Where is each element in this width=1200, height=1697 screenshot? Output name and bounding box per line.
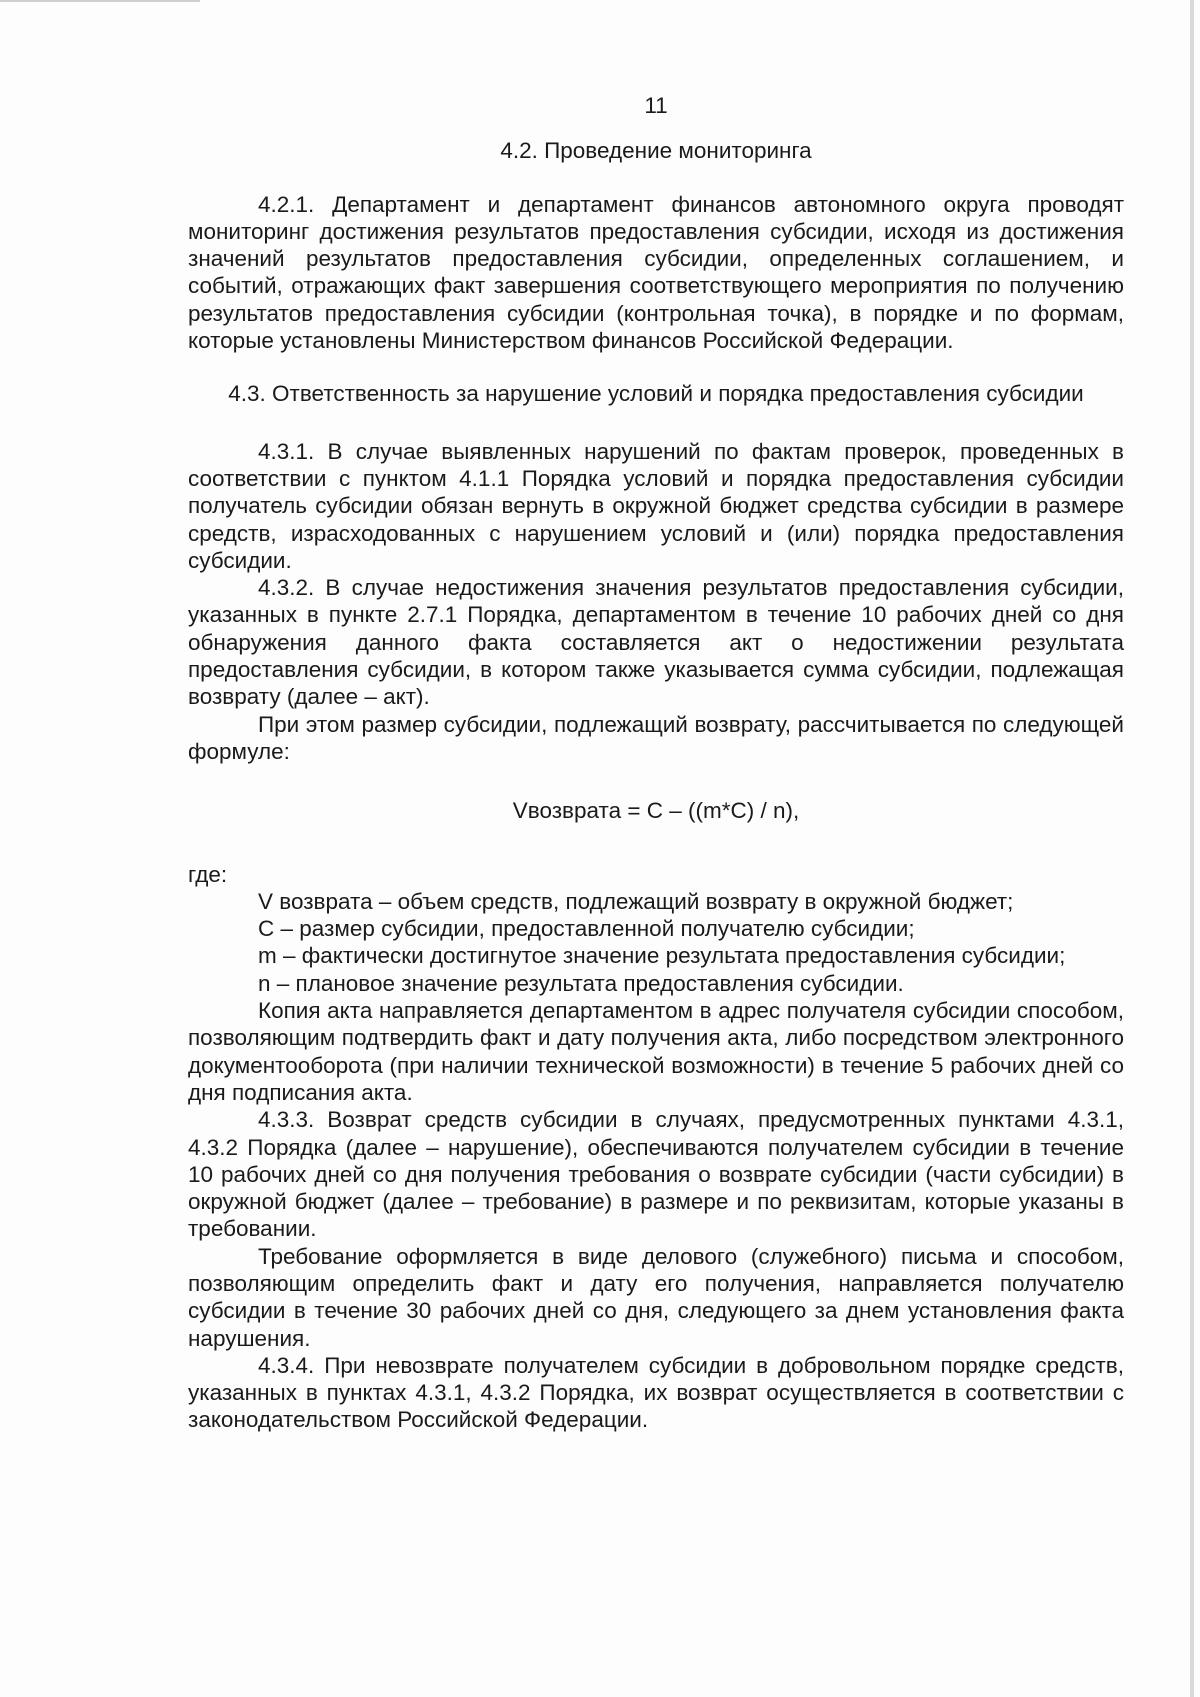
paragraph-4-3-1: 4.3.1. В случае выявленных нарушений по фактам проверок, проведенных в соответствии с пунктом 4.1.1 Порядка условий и порядка предоставления субсидии получатель субсидии обязан вернуть в окружной бюджет средства субсидии в размере средств, израсходованных с нарушением условий и (или) порядка предоставления субсидии. — [188, 438, 1124, 573]
page-number: 11 — [644, 93, 668, 118]
paragraph-4-3-2: 4.3.2. В случае недостижения значения результатов предоставления субсидии, указанных в пункте 2.7.1 Порядка, департаментом в течение 10 рабочих дней со дня обнаружения данного факта составляется акт о недостижении результата предоставления субсидии, в котором также указывается сумма субсидии, подлежащая возврату (далее – акт). — [188, 575, 1124, 710]
section-heading-4-3: 4.3. Ответственность за нарушение условий и порядка предоставления субсидии — [228, 381, 1084, 407]
section-heading-4-2: 4.2. Проведение мониторинга — [500, 138, 812, 164]
paragraph-formula-intro: При этом размер субсидии, подлежащий возврату, рассчитывается по следующей формуле: — [188, 711, 1124, 764]
scan-right-edge — [1190, 0, 1194, 1697]
definition-v: V возврата – объем средств, подлежащий возврату в окружной бюджет; — [258, 888, 1014, 914]
document-content — [188, 92, 1124, 1434]
return-formula: Vвозврата = C – ((m*C) / n), — [512, 798, 800, 824]
definition-n: n – плановое значение результата предоставления субсидии. — [258, 970, 904, 996]
scan-top-edge — [0, 0, 200, 2]
where-label: где: — [188, 861, 228, 887]
definition-c: C – размер субсидии, предоставленной получателю субсидии; — [258, 916, 915, 942]
paragraph-4-3-4: 4.3.4. При невозврате получателем субсидии в добровольном порядке средств, указанных в пунктах 4.3.1, 4.3.2 Порядка, их возврат осуществляется в соответствии с законодательством Российской Федерации. — [188, 1352, 1124, 1433]
paragraph-4-2-1: 4.2.1. Департамент и департамент финансов автономного округа проводят мониторинг достижения результатов предоставления субсидии, исходя из достижения значений результатов предоставления субсидии, определенных соглашением, и событий, отражающих факт завершения соответствующего мероприятия по получению результатов предоставления субсидии (контрольная точка), в порядке и по формам, которые установлены Министерством финансов Российской Федерации. — [188, 191, 1124, 354]
paragraph-4-3-3: 4.3.3. Возврат средств субсидии в случаях, предусмотренных пунктами 4.3.1, 4.3.2 Порядка (далее – нарушение), обеспечиваются получателем субсидии в течение 10 рабочих дней со дня получения требования о возврате субсидии (части субсидии) в окружной бюджет (далее – требование) в размере и по реквизитам, которые указаны в требовании. — [188, 1107, 1124, 1242]
paragraph-requirement: Требование оформляется в виде делового (служебного) письма и способом, позволяющим определить факт и дату его получения, направляется получателю субсидии в течение 30 рабочих дней со дня, следующего за днем установления факта нарушения. — [188, 1243, 1124, 1351]
paragraph-act-copy: Копия акта направляется департаментом в адрес получателя субсидии способом, позволяющим подтвердить факт и дату получения акта, либо посредством электронного документооборота (при наличии технической возможности) в течение 5 рабочих дней со дня подписания акта. — [188, 998, 1124, 1105]
definition-m: m – фактически достигнутое значение результата предоставления субсидии; — [258, 943, 1066, 969]
